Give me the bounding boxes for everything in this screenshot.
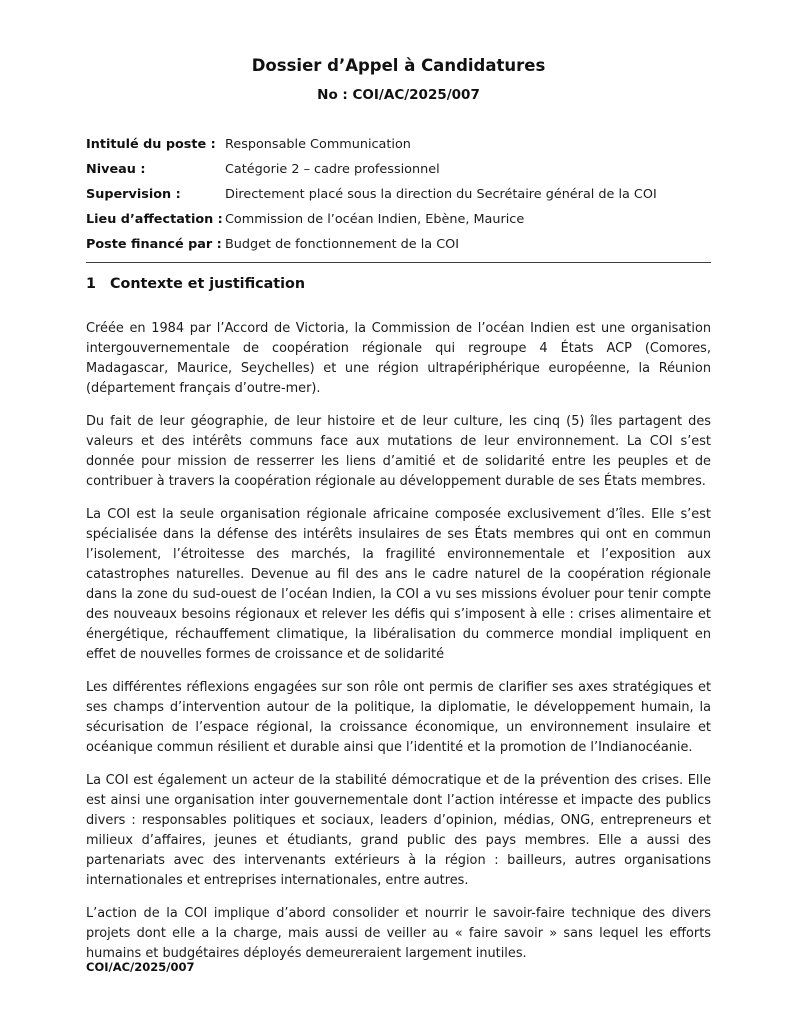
info-row-niveau: [86, 161, 711, 178]
paragraph-context-1: Créée en 1984 par l’Accord de Victoria, la Commission de l’océan Indien est une organisation intergouvernementale de coopération régionale qui regroupe 4 États ACP (Comores, Madagascar, Maurice, Seychelles) et une région ultrapériphérique européenne, la Réunion (département français d’outre-mer).: [86, 321, 711, 396]
info-value: Commission de l’océan Indien, Ebène, Maurice: [225, 212, 525, 227]
footer-reference: COI/AC/2025/007: [86, 960, 195, 974]
info-row-supervision: [86, 186, 711, 203]
info-row-financement: [86, 236, 711, 253]
section-divider: [86, 262, 711, 263]
section-heading: [86, 276, 711, 292]
info-label: Poste financé par :: [86, 237, 222, 252]
info-value: Budget de fonctionnement de la COI: [225, 237, 459, 252]
info-label: Niveau :: [86, 162, 146, 177]
info-value: Directement placé sous la direction du Secrétaire général de la COI: [225, 187, 657, 202]
section-number: 1: [86, 276, 96, 292]
info-table: [86, 136, 711, 253]
document-title: Dossier d’Appel à Candidatures: [251, 56, 546, 75]
paragraph-context-4: Les différentes réflexions engagées sur son rôle ont permis de clarifier ses axes stratégiques et ses champs d’intervention autour de la politique, la diplomatie, le développement humain, la sécurisation de l’espace régional, la croissance économique, un environnement insulaire et océanique commun résilient et durable ainsi que l’identité et la promotion de l’Indianocéanie.: [86, 680, 711, 755]
info-label: Supervision :: [86, 187, 181, 202]
info-value: Catégorie 2 – cadre professionnel: [225, 162, 440, 177]
section-title: Contexte et justification: [110, 276, 306, 292]
paragraph-context-2: Du fait de leur géographie, de leur histoire et de leur culture, les cinq (5) îles partagent des valeurs et des intérêts communs face aux mutations de leur environnement. La COI s’est donnée pour mission de resserrer les liens d’amitié et de solidarité entre les peuples et de contribuer à travers la coopération régionale au développement durable de ses États membres.: [86, 414, 711, 489]
paragraph-context-5: La COI est également un acteur de la stabilité démocratique et de la prévention des crises. Elle est ainsi une organisation inter gouvernementale dont l’action intéresse et impacte des publics divers : responsables politiques et sociaux, leaders d’opinion, médias, ONG, entrepreneurs et milieux d’affaires, jeunes et étudiants, grand public des pays membres. Elle a aussi des partenariats avec des intervenants extérieurs à la région : bailleurs, autres organisations internationales et entreprises internationales, entre autres.: [86, 773, 711, 888]
paragraph-context-6: L’action de la COI implique d’abord consolider et nourrir le savoir-faire technique des divers projets dont elle a la charge, mais aussi de veiller au « faire savoir » sans lequel les efforts humains et budgétaires déployés demeureraient largement inutiles.: [86, 906, 711, 961]
document-number: No : COI/AC/2025/007: [317, 87, 480, 103]
info-row-intitule: [86, 136, 711, 153]
info-row-lieu: [86, 211, 711, 228]
paragraph-context-3: La COI est la seule organisation régionale africaine composée exclusivement d’îles. Elle s’est spécialisée dans la défense des intérêts insulaires de ses États membres qui ont en commun l’isolement, l’étroitesse des marchés, la fragilité environnementale et l’exposition aux catastrophes naturelles. Devenue au fil des ans le cadre naturel de la coopération régionale dans la zone du sud-ouest de l’océan Indien, la COI a vu ses missions évoluer pour tenir compte des nouveaux besoins régionaux et relever les défis qui s’imposent à elle : crises alimentaire et énergétique, réchauffement climatique, la libéralisation du commerce mondial impliquent en effet de nouvelles formes de croissance et de solidarité: [86, 507, 711, 662]
info-label: Intitulé du poste :: [86, 137, 216, 152]
info-value: Responsable Communication: [225, 137, 411, 152]
info-label: Lieu d’affectation :: [86, 212, 223, 227]
